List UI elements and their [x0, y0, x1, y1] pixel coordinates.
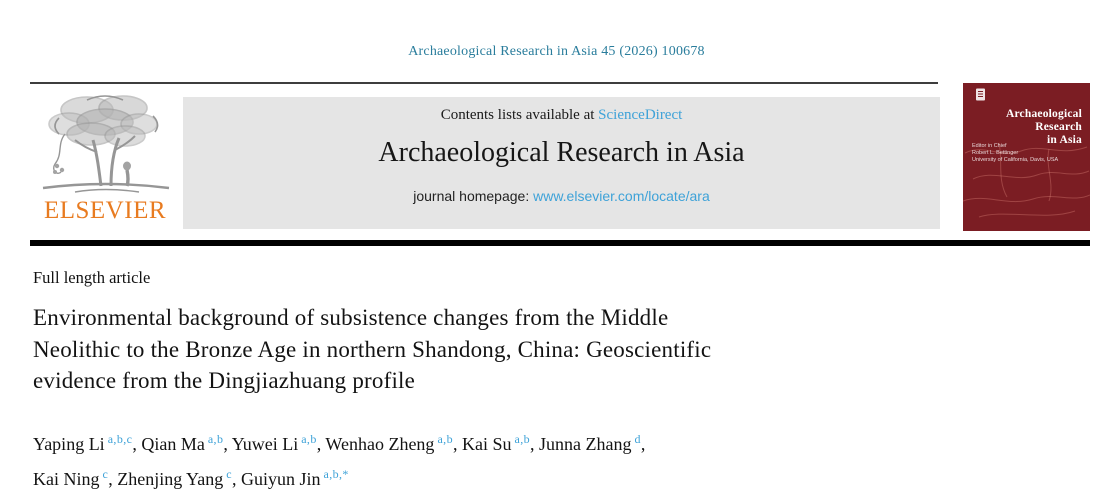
journal-homepage-line — [183, 188, 940, 204]
author-affiliation-superscript: a,b,c — [107, 432, 133, 446]
contents-line-prefix: Contents lists available at — [440, 107, 599, 123]
journal-cover-thumbnail — [963, 83, 1090, 231]
article-title-line: Environmental background of subsistence changes from the Middle — [33, 305, 669, 330]
header-top-rule — [30, 82, 938, 84]
author-separator: , — [108, 469, 118, 489]
journal-citation: Archaeological Research in Asia 45 (2026) 100678 — [408, 44, 705, 59]
author-separator: , — [530, 434, 539, 454]
author-name: Zhenjing Yang — [117, 469, 224, 489]
author-name: Kai Su — [461, 434, 512, 454]
author-separator: , — [231, 469, 241, 489]
author-name: Kai Ning — [33, 469, 100, 489]
contents-availability-line — [183, 107, 940, 124]
elsevier-tree-icon — [35, 88, 175, 196]
journal-banner — [183, 97, 940, 229]
journal-homepage-link[interactable]: www.elsevier.com/locate/ara — [533, 188, 710, 204]
author-separator: , — [223, 434, 232, 454]
homepage-prefix: journal homepage: — [413, 188, 534, 204]
elsevier-logo — [30, 88, 180, 225]
cover-emblem-icon — [975, 88, 986, 101]
elsevier-wordmark: ELSEVIER — [43, 197, 167, 224]
author-separator: , — [640, 434, 646, 454]
author-name: Wenhao Zheng — [325, 434, 435, 454]
author-affiliation-superscript: a,b,* — [323, 467, 349, 481]
journal-title: Archaeological Research in Asia — [378, 137, 745, 168]
article-type-label: Full length article — [33, 268, 151, 287]
article-title-line: Neolithic to the Bronze Age in northern Shandong, China: Geoscientific — [33, 336, 712, 362]
author-affiliation-superscript: a,b — [301, 432, 317, 446]
author-affiliation-superscript: d — [634, 432, 641, 446]
author-list — [33, 424, 1033, 491]
author-name: Yuwei Li — [231, 434, 299, 454]
author-name: Yaping Li — [33, 434, 105, 454]
author-affiliation-superscript: a,b — [437, 432, 453, 446]
sciencedirect-link[interactable]: ScienceDirect — [598, 107, 683, 123]
article-title-line: evidence from the Dingjiazhuang profile — [33, 368, 416, 393]
author-affiliation-superscript: a,b — [207, 432, 224, 446]
authors-line-2 — [33, 459, 1033, 491]
header-bottom-rule — [30, 240, 1090, 246]
authors-line-1 — [33, 424, 1033, 459]
author-affiliation-superscript: a,b — [514, 432, 530, 446]
author-name: Qian Ma — [141, 434, 205, 454]
author-separator: , — [316, 434, 326, 454]
author-separator: , — [452, 434, 462, 454]
journal-header — [30, 80, 1090, 252]
author-name: Guiyun Jin — [240, 469, 321, 489]
author-affiliation-superscript: c — [226, 467, 232, 481]
cover-journal-title: Archaeological Research in Asia — [1005, 108, 1082, 146]
cover-editor-info: Editor in Chief Robert L. Bettinger University of California, Davis, USA — [972, 143, 1059, 163]
author-affiliation-superscript: c — [102, 467, 109, 481]
author-name: Junna Zhang — [539, 434, 632, 454]
author-separator: , — [132, 434, 142, 454]
article-title — [33, 302, 1013, 397]
